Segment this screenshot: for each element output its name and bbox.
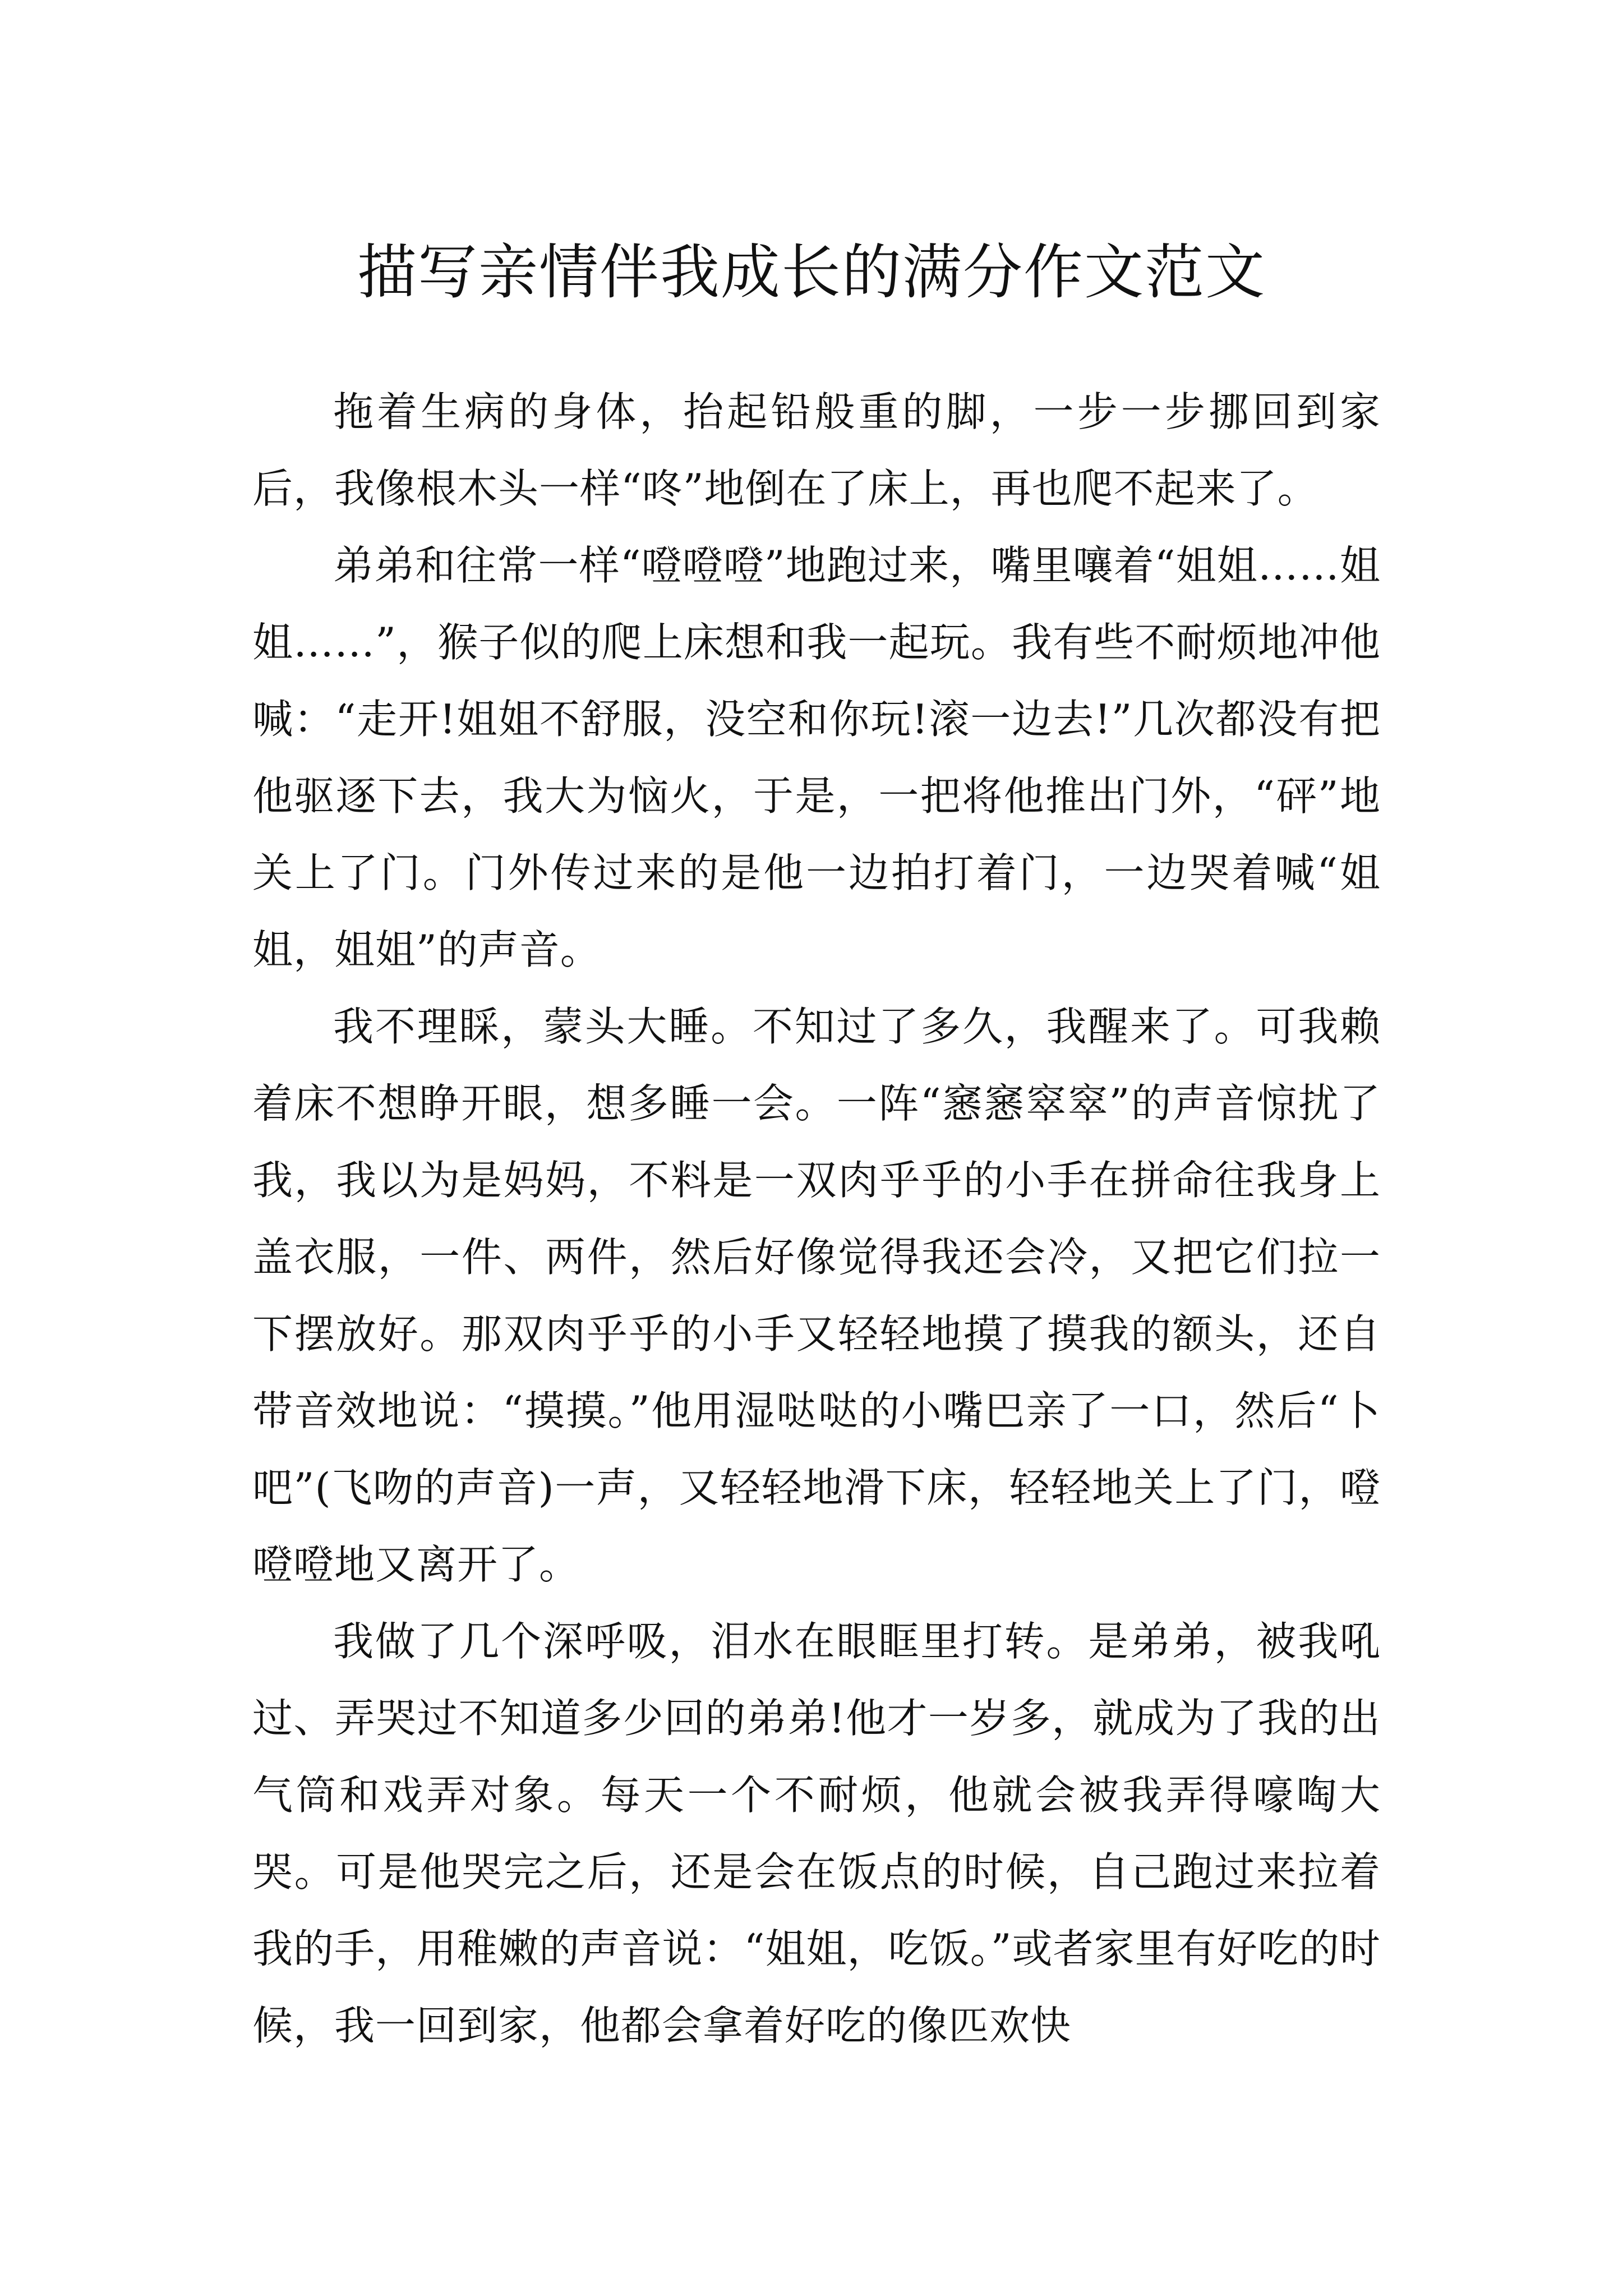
paragraph-4: 我做了几个深呼吸，泪水在眼眶里打转。是弟弟，被我吼过、弄哭过不知道多少回的弟弟!他才一岁多，就成为了我的出气筒和戏弄对象。每天一个不耐烦，他就会被我弄得嚎啕大哭。可是他哭完之后，还是会在饭点的时候，自己跑过来拉着我的手，用稚嫩的声音说：“姐姐，吃饭。”或者家里有好吃的时候，我一回到家，他都会拿着好吃的像匹欢快	[252, 1618, 1381, 2049]
paragraph-3: 我不理睬，蒙头大睡。不知过了多久，我醒来了。可我赖着床不想睁开眼，想多睡一会。一阵“窸窸窣窣”的声音惊扰了我，我以为是妈妈，不料是一双肉乎乎的小手在拼命往我身上盖衣服，一件、两件，然后好像觉得我还会冷，又把它们拉一下摆放好。那双肉乎乎的小手又轻轻地摸了摸我的额头，还自带音效地说：“摸摸。”他用湿哒哒的小嘴巴亲了一口，然后“卜吧”(飞吻的声音)一声，又轻轻地滑下床，轻轻地关上了门，噔噔噔地又离开了。	[252, 1003, 1381, 1588]
document-body	[252, 374, 1381, 2064]
document-title: 描写亲情伴我成长的满分作文范文	[357, 238, 1266, 307]
paragraph-1: 拖着生病的身体，抬起铅般重的脚，一步一步挪回到家后，我像根木头一样“咚”地倒在了床上，再也爬不起来了。	[252, 388, 1381, 512]
paragraph-2: 弟弟和往常一样“噔噔噔”地跑过来，嘴里嚷着“姐姐……姐姐……”，猴子似的爬上床想和我一起玩。我有些不耐烦地冲他喊：“走开!姐姐不舒服，没空和你玩!滚一边去!”几次都没有把他驱逐下去，我大为恼火，于是，一把将他推出门外，“砰”地关上了门。门外传过来的是他一边拍打着门，一边哭着喊“姐姐，姐姐”的声音。	[252, 542, 1381, 973]
